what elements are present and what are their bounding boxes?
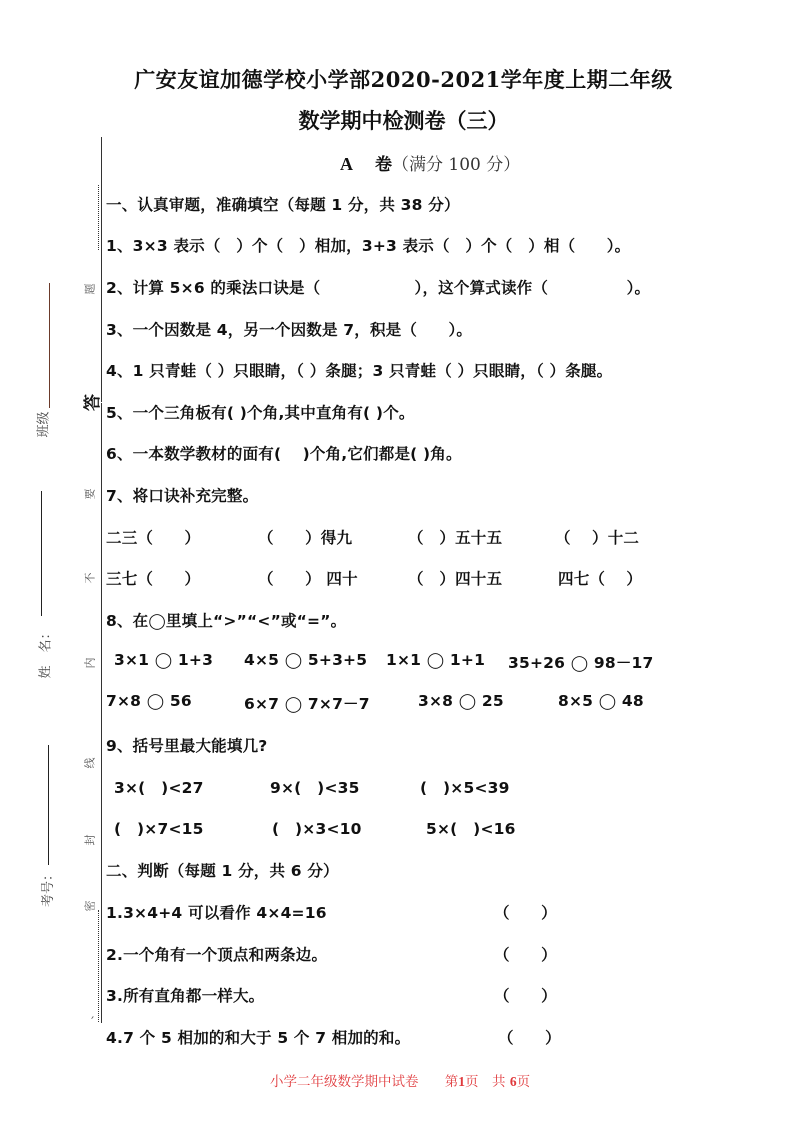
q7-row1-item1: 二三（ ）: [106, 529, 201, 547]
q8-row2-item3: 3×8 ◯ 25: [418, 692, 504, 710]
section2-heading: 二、判断（每题 1 分，共 6 分）: [106, 862, 339, 880]
q9-row2-item3: 5×( )<16: [426, 820, 516, 838]
q9-row1-item2: 9×( )<35: [270, 779, 360, 797]
footer-page-prefix: 第: [444, 1074, 459, 1090]
footer-page-current: 1: [458, 1074, 466, 1089]
judge-item-2: 2.一个角有一个顶点和两条边。: [106, 946, 328, 964]
footer-page-suffix: 页: [516, 1074, 531, 1090]
margin-dotted-bottom: [98, 910, 99, 1022]
question-9: 9、括号里最大能填几?: [106, 737, 268, 755]
margin-line-top: [101, 137, 102, 402]
q7-row1-item3: （ ）五十五: [408, 529, 503, 547]
margin-dotted-top: [98, 185, 99, 250]
judge-item-3: 3.所有直角都一样大。: [106, 987, 265, 1005]
judge-blank-1[interactable]: （ ）: [494, 904, 557, 922]
seal-char-yao: 要: [83, 488, 97, 500]
exam-title-line1: 广安友谊加德学校小学部2020-2021学年度上期二年级: [134, 67, 673, 92]
q8-row1-item4: 35+26 ◯ 98－17: [508, 654, 654, 672]
exam-no-blank-line[interactable]: [48, 745, 49, 865]
question-1: 1、3×3 表示（ ）个（ ）相加，3+3 表示（ ）个（ ）相（ ）。: [106, 237, 631, 255]
seal-char-bu: 不: [83, 572, 97, 584]
seal-char-feng: 封: [83, 834, 97, 846]
q8-row2-item2: 6×7 ◯ 7×7－7: [244, 695, 370, 713]
footer-title: 小学二年级数学期中试卷: [270, 1074, 419, 1090]
q8-row2-item1: 7×8 ◯ 56: [106, 692, 192, 710]
seal-char-mi: 密: [83, 900, 97, 912]
q7-row2-item1: 三七（ ）: [106, 570, 201, 588]
page-footer: [270, 1070, 530, 1090]
section1-heading: 一、认真审题，准确填空（每题 1 分，共 38 分）: [106, 196, 460, 214]
q8-row2-item4: 8×5 ◯ 48: [558, 692, 644, 710]
paper-letter: A: [340, 154, 353, 174]
q8-row1-item1: 3×1 ◯ 1+3: [114, 651, 214, 669]
seal-char-nei: 内: [83, 657, 97, 669]
footer-page-mid: 页 共: [465, 1074, 506, 1090]
name-label: 姓 名：: [38, 626, 54, 679]
footer-page-total: 6: [509, 1074, 517, 1089]
q9-row2-item2: ( )×3<10: [272, 820, 362, 838]
margin-tick-mark: ′: [91, 1015, 95, 1031]
judge-item-1: 1.3×4+4 可以看作 4×4=16: [106, 904, 327, 922]
judge-blank-3[interactable]: （ ）: [494, 987, 557, 1005]
exam-title-line2: 数学期中检测卷（三）: [298, 108, 509, 133]
name-blank-line[interactable]: [41, 491, 42, 616]
question-8: 8、在◯里填上“>”“<”或“=”。: [106, 612, 347, 630]
question-7: 7、将口诀补充完整。: [106, 487, 259, 505]
q9-row1-item1: 3×( )<27: [114, 779, 204, 797]
question-3: 3、一个因数是 4，另一个因数是 7，积是（ ）。: [106, 321, 473, 339]
exam-no-label: 考号：: [41, 867, 57, 908]
margin-line-main: [101, 403, 102, 1023]
judge-blank-4[interactable]: （ ）: [498, 1029, 561, 1047]
q7-row2-item3: （ ）四十五: [408, 570, 503, 588]
question-6: 6、一本数学教材的面有( )个角,它们都是( )角。: [106, 445, 462, 463]
paper-subtitle: [340, 150, 520, 175]
seal-char-xian: 线: [83, 757, 97, 769]
seal-char-da: 答: [83, 394, 103, 411]
q9-row2-item1: ( )×7<15: [114, 820, 204, 838]
judge-blank-2[interactable]: （ ）: [494, 946, 557, 964]
question-2: 2、计算 5×6 的乘法口诀是（ ），这个算式读作（ ）。: [106, 279, 651, 297]
q7-row2-item4: 四七（ ）: [558, 570, 643, 588]
question-5: 5、一个三角板有( )个角,其中直角有( )个。: [106, 404, 415, 422]
q7-row1-item2: （ ）得九: [258, 529, 353, 547]
class-label: 班级: [36, 411, 52, 438]
q9-row1-item3: ( )×5<39: [420, 779, 510, 797]
class-blank-line[interactable]: [49, 283, 50, 408]
q8-row1-item3: 1×1 ◯ 1+1: [386, 651, 486, 669]
question-4: 4、1 只青蛙（ ）只眼睛，（ ）条腿；3 只青蛙（ ）只眼睛，（ ）条腿。: [106, 362, 613, 380]
full-score: （满分 100 分）: [392, 155, 521, 175]
q7-row1-item4: （ ）十二: [555, 529, 640, 547]
judge-item-4: 4.7 个 5 相加的和大于 5 个 7 相加的和。: [106, 1029, 411, 1047]
q7-row2-item2: （ ） 四十: [258, 570, 358, 588]
q8-row1-item2: 4×5 ◯ 5+3+5: [244, 651, 368, 669]
paper-word: 卷: [375, 155, 392, 175]
seal-char-ti: 题: [83, 283, 97, 295]
